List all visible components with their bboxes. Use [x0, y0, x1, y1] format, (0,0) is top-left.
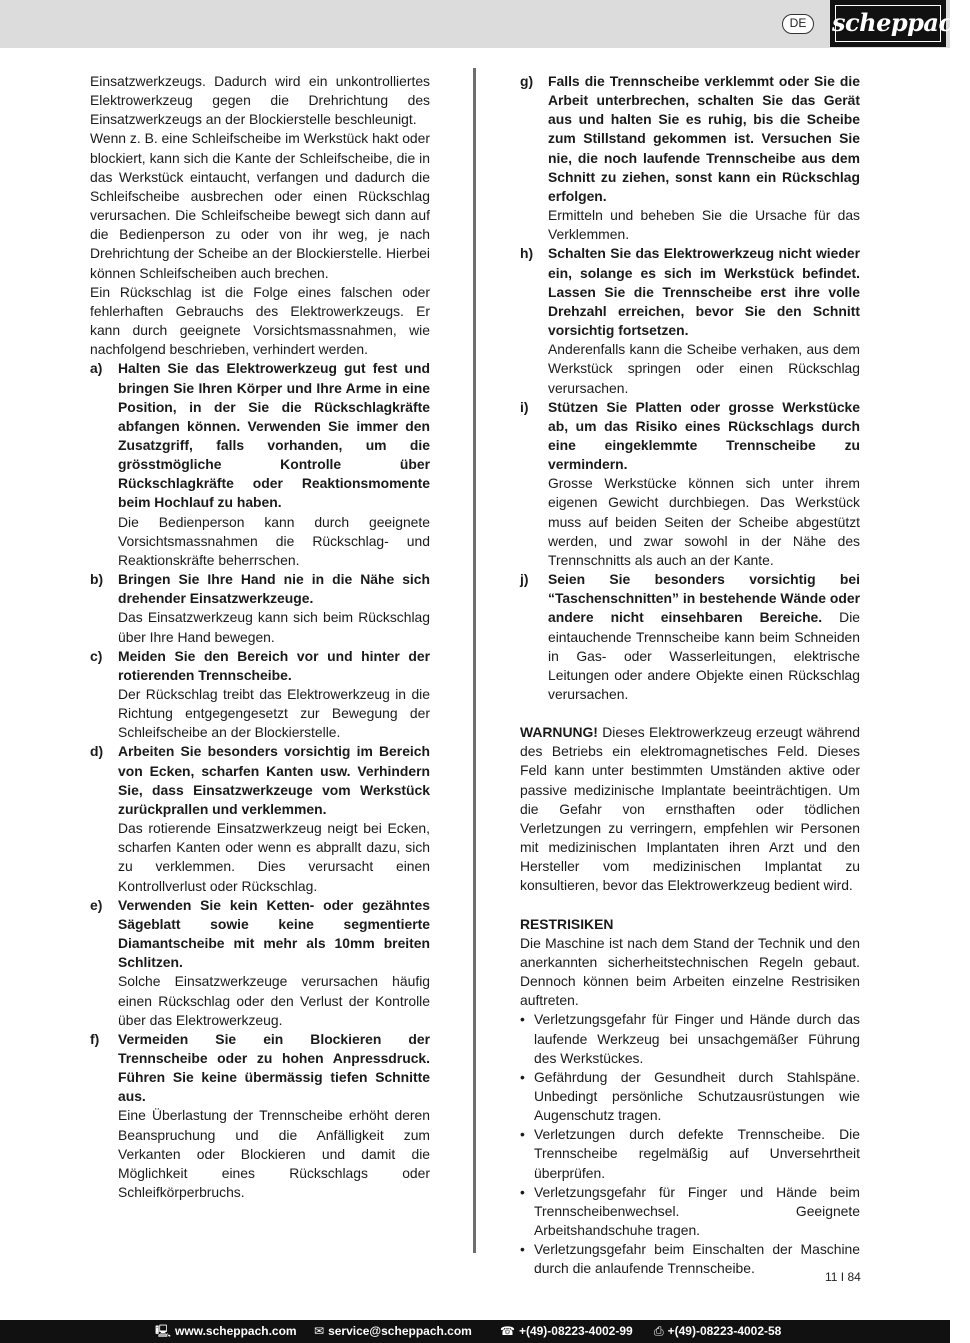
bullet-icon: • — [520, 1183, 525, 1200]
section-heading-restrisiken: RESTRISIKEN — [520, 915, 614, 932]
item-instruction: Bringen Sie Ihre Hand nie in die Nähe sich drehender Einsatzwerkzeuge. — [118, 571, 430, 607]
item-instruction: Falls die Trennscheibe verklemmt oder Sie die Arbeit unterbrechen, schalten Sie das Gerät aus und halten Sie es ruhig, bis die Scheibe zum Stillstand gekommen ist. Versuchen Sie nie, die noch laufende Trennscheibe aus dem Schnitt zu ziehen, sonst kann ein Rückschlag erfolgen. — [548, 73, 860, 204]
footer-bar — [0, 1320, 950, 1343]
item-label: e) — [90, 896, 103, 913]
item-explanation: Die eintauchende Trennscheibe kann beim Schneiden in Gas- oder Wasserleitungen, elektrische Leitungen oder andere Objekte einen Rückschlag verursachen. — [548, 609, 860, 702]
safety-item-i — [520, 398, 860, 570]
item-label: c) — [90, 647, 103, 664]
item-label: h) — [520, 245, 534, 262]
safety-item-c — [90, 647, 430, 743]
safety-item-h — [520, 244, 860, 397]
list-item: • Verletzungsgefahr für Finger und Hände durch das laufende Werkzeug bei unsachgemäßer Führung des Werkstückes. — [520, 1011, 860, 1066]
item-instruction: Seien Sie besonders vorsichtig bei “Taschenschnitten” in bestehende Wände oder andere nicht einsehbaren Bereiche. — [548, 571, 860, 626]
list-item: • Verletzungsgefahr für Finger und Hände beim Trennscheibenwechsel. Geeignete Arbeitshandschuhe tragen. — [520, 1183, 860, 1239]
list-item: • Verletzungsgefahr beim Einschalten der Maschine durch die anlaufende Trennscheibe. — [520, 1241, 860, 1277]
page-number: 11 I 84 — [825, 1270, 861, 1284]
bullet-icon: • — [520, 1241, 525, 1258]
item-label: f) — [90, 1030, 100, 1047]
item-instruction: Arbeiten Sie besonders vorsichtig im Bereich von Ecken, scharfen Kanten usw. Verhindern Sie, dass Einsatzwerkzeuge vom Werkstück zurückprallen und verklemmen. — [118, 743, 430, 817]
item-label: j) — [520, 571, 529, 588]
paragraph: Ein Rückschlag ist die Folge eines falschen oder fehlerhaften Gebrauchs des Elektrowerkzeugs. Er kann durch geeignete Vorsichtsmassnahmen, wie nachfolgend beschrieben, verhindert werden. — [90, 283, 430, 358]
item-explanation: Das Einsatzwerkzeug kann sich beim Rückschlag über Ihre Hand bewegen. — [118, 609, 430, 645]
footer-fax: ⎙ +(49)-08223-4002-58 — [654, 1324, 782, 1338]
list-item: • Verletzungen durch defekte Trennscheibe. Die Trennscheibe regelmäßig auf Unversehrtheit überprüfen. — [520, 1126, 860, 1181]
item-label: b) — [90, 571, 104, 588]
item-body — [548, 570, 860, 704]
left-column — [90, 72, 430, 1202]
safety-item-d — [90, 742, 430, 895]
item-explanation: Eine Überlastung der Trennscheibe erhöht deren Beanspruchung und die Anfälligkeit zum Verkanten oder Blockieren und damit die Möglichkeit eines Rückschlags oder Schleifkörperbruchs. — [118, 1107, 430, 1201]
language-badge: DE — [782, 14, 814, 34]
footer-email[interactable]: ✉ service@scheppach.com — [314, 1324, 472, 1338]
item-instruction: Vermeiden Sie ein Blockieren der Trennscheibe oder zu hohen Anpressdruck. Führen Sie keine übermässig tiefen Schnitte aus. — [118, 1030, 430, 1105]
footer-website[interactable]: 🖳 www.scheppach.com — [155, 1324, 297, 1338]
item-label: d) — [90, 743, 104, 760]
safety-item-b — [90, 570, 430, 647]
mail-icon: ✉ — [314, 1324, 325, 1338]
item-instruction: Schalten Sie das Elektrowerkzeug nicht wieder ein, solange es sich im Werkstück befindet. Lassen Sie die Trennscheibe erst ihre volle Drehzahl erreichen, bevor Sie den Schnitt vorsichtig fortsetzen. — [548, 245, 860, 339]
warning-label: WARNUNG! — [520, 724, 598, 741]
bullet-icon: • — [520, 1126, 525, 1143]
paragraph: Einsatzwerkzeugs. Dadurch wird ein unkontrolliertes Elektrowerkzeug gegen die Drehrichtung des Einsatzwerkzeugs an der Blockierstelle beschleunigt. — [90, 73, 430, 128]
item-explanation: Der Rückschlag treibt das Elektrowerkzeug in die Richtung entgegengesetzt zur Bewegung der Schleifscheibe an der Blockierstelle. — [118, 686, 430, 741]
list-item: • Gefährdung der Gesundheit durch Stahlspäne. Unbedingt persönliche Schutzausrüstungen wie Augenschutz tragen. — [520, 1068, 860, 1124]
safety-item-a — [90, 359, 430, 570]
right-column — [520, 72, 860, 1279]
item-label: g) — [520, 73, 534, 89]
item-explanation: Die Bedienperson kann durch geeignete Vorsichtsmassnahmen die Rückschlag- und Reaktionskräfte beherrschen. — [118, 513, 430, 568]
safety-item-f — [90, 1030, 430, 1202]
warning-text: Dieses Elektrowerkzeug erzeugt während des Betriebs ein elektromagnetisches Feld. Dieses Feld kann unter bestimmten Umständen aktive oder passive medizinische Implantate beeinträchtigen. Um die Gefahr von ernsthaften oder tödlichen Verletzungen zu verringern, empfehlen wir Personen mit medizinischen Implantaten ihren Arzt und den Hersteller vom medizinischen Implantat zu konsultieren, bevor das Elektrowerkzeug bedient wird. — [520, 724, 860, 894]
computer-icon: 🖳 — [155, 1324, 172, 1338]
item-label: i) — [520, 398, 529, 415]
brand-logo — [830, 0, 970, 47]
item-instruction: Verwenden Sie kein Ketten- oder gezähntes Sägeblatt sowie keine segmentierte Diamantscheibe mit mehr als 10mm breiten Schlitzen. — [118, 896, 430, 971]
brand-name: scheppach — [832, 8, 970, 37]
paragraph: Wenn z. B. eine Schleifscheibe im Werkstück hakt oder blockiert, kann sich die Kante der Schleifscheibe, die in das Werkstück eintaucht, verfangen und dadurch die Schleifscheibe ausbrechen oder einen Rückschlag verursachen. Die Schleifscheibe bewegt sich dann auf die Bedienperson zu oder von ihr weg, je nach Drehrichtung der Scheibe an der Blockierstelle. Hierbei können Schleifscheiben auch brechen. — [90, 130, 430, 281]
item-explanation: Grosse Werkstücke können sich unter ihrem eigenen Gewicht durchbiegen. Das Werkstück muss auf beiden Seiten der Scheibe abgestützt werden, und zwar sowohl in der Nähe des Trennschnitts als auch an der Kante. — [548, 475, 860, 568]
item-instruction: Halten Sie das Elektrowerkzeug gut fest und bringen Sie Ihren Körper und Ihre Arme in eine Position, in der Sie die Rückschlagkräfte abfangen können. Verwenden Sie immer den Zusatzgriff, falls vorhanden, um die grösstmögliche Kontrolle über Rückschlagkräfte oder Reaktionsmomente beim Hochlauf zu haben. — [118, 360, 430, 511]
safety-item-g — [520, 72, 860, 244]
item-label: a) — [90, 360, 103, 377]
footer-phone: ☎ +(49)-08223-4002-99 — [500, 1324, 633, 1338]
item-explanation: Das rotierende Einsatzwerkzeug neigt bei Ecken, scharfen Kanten oder wenn es abprallt dazu, sich zu verklemmen. Dies verursacht einen Kontrollverlust oder Rückschlag. — [118, 820, 430, 894]
fax-icon: ⎙ — [654, 1324, 664, 1338]
bullet-icon: • — [520, 1068, 525, 1085]
phone-icon: ☎ — [500, 1324, 515, 1338]
bullet-icon: • — [520, 1011, 525, 1028]
paragraph: Die Maschine ist nach dem Stand der Technik und den anerkannten sicherheitstechnischen Regeln gebaut. Dennoch können beim Arbeiten einzelne Restrisiken auftreten. — [520, 934, 860, 1009]
item-explanation: Anderenfalls kann die Scheibe verhaken, aus dem Werkstück springen oder einen Rückschlag verursachen. — [548, 341, 860, 396]
item-instruction: Meiden Sie den Bereich vor und hinter der rotierenden Trennscheibe. — [118, 647, 430, 683]
item-explanation: Ermitteln und beheben Sie die Ursache für das Verklemmen. — [548, 207, 860, 243]
safety-item-j — [520, 570, 860, 704]
item-explanation: Solche Einsatzwerkzeuge verursachen häufig einen Rückschlag oder den Verlust der Kontrolle über das Elektrowerkzeug. — [118, 973, 430, 1028]
safety-item-e — [90, 896, 430, 1030]
column-divider — [473, 68, 476, 1253]
item-instruction: Stützen Sie Platten oder grosse Werkstücke ab, um das Risiko eines Rückschlags durch eine eingeklemmte Trennscheibe zu vermindern. — [548, 398, 860, 473]
warning-paragraph — [520, 723, 860, 895]
